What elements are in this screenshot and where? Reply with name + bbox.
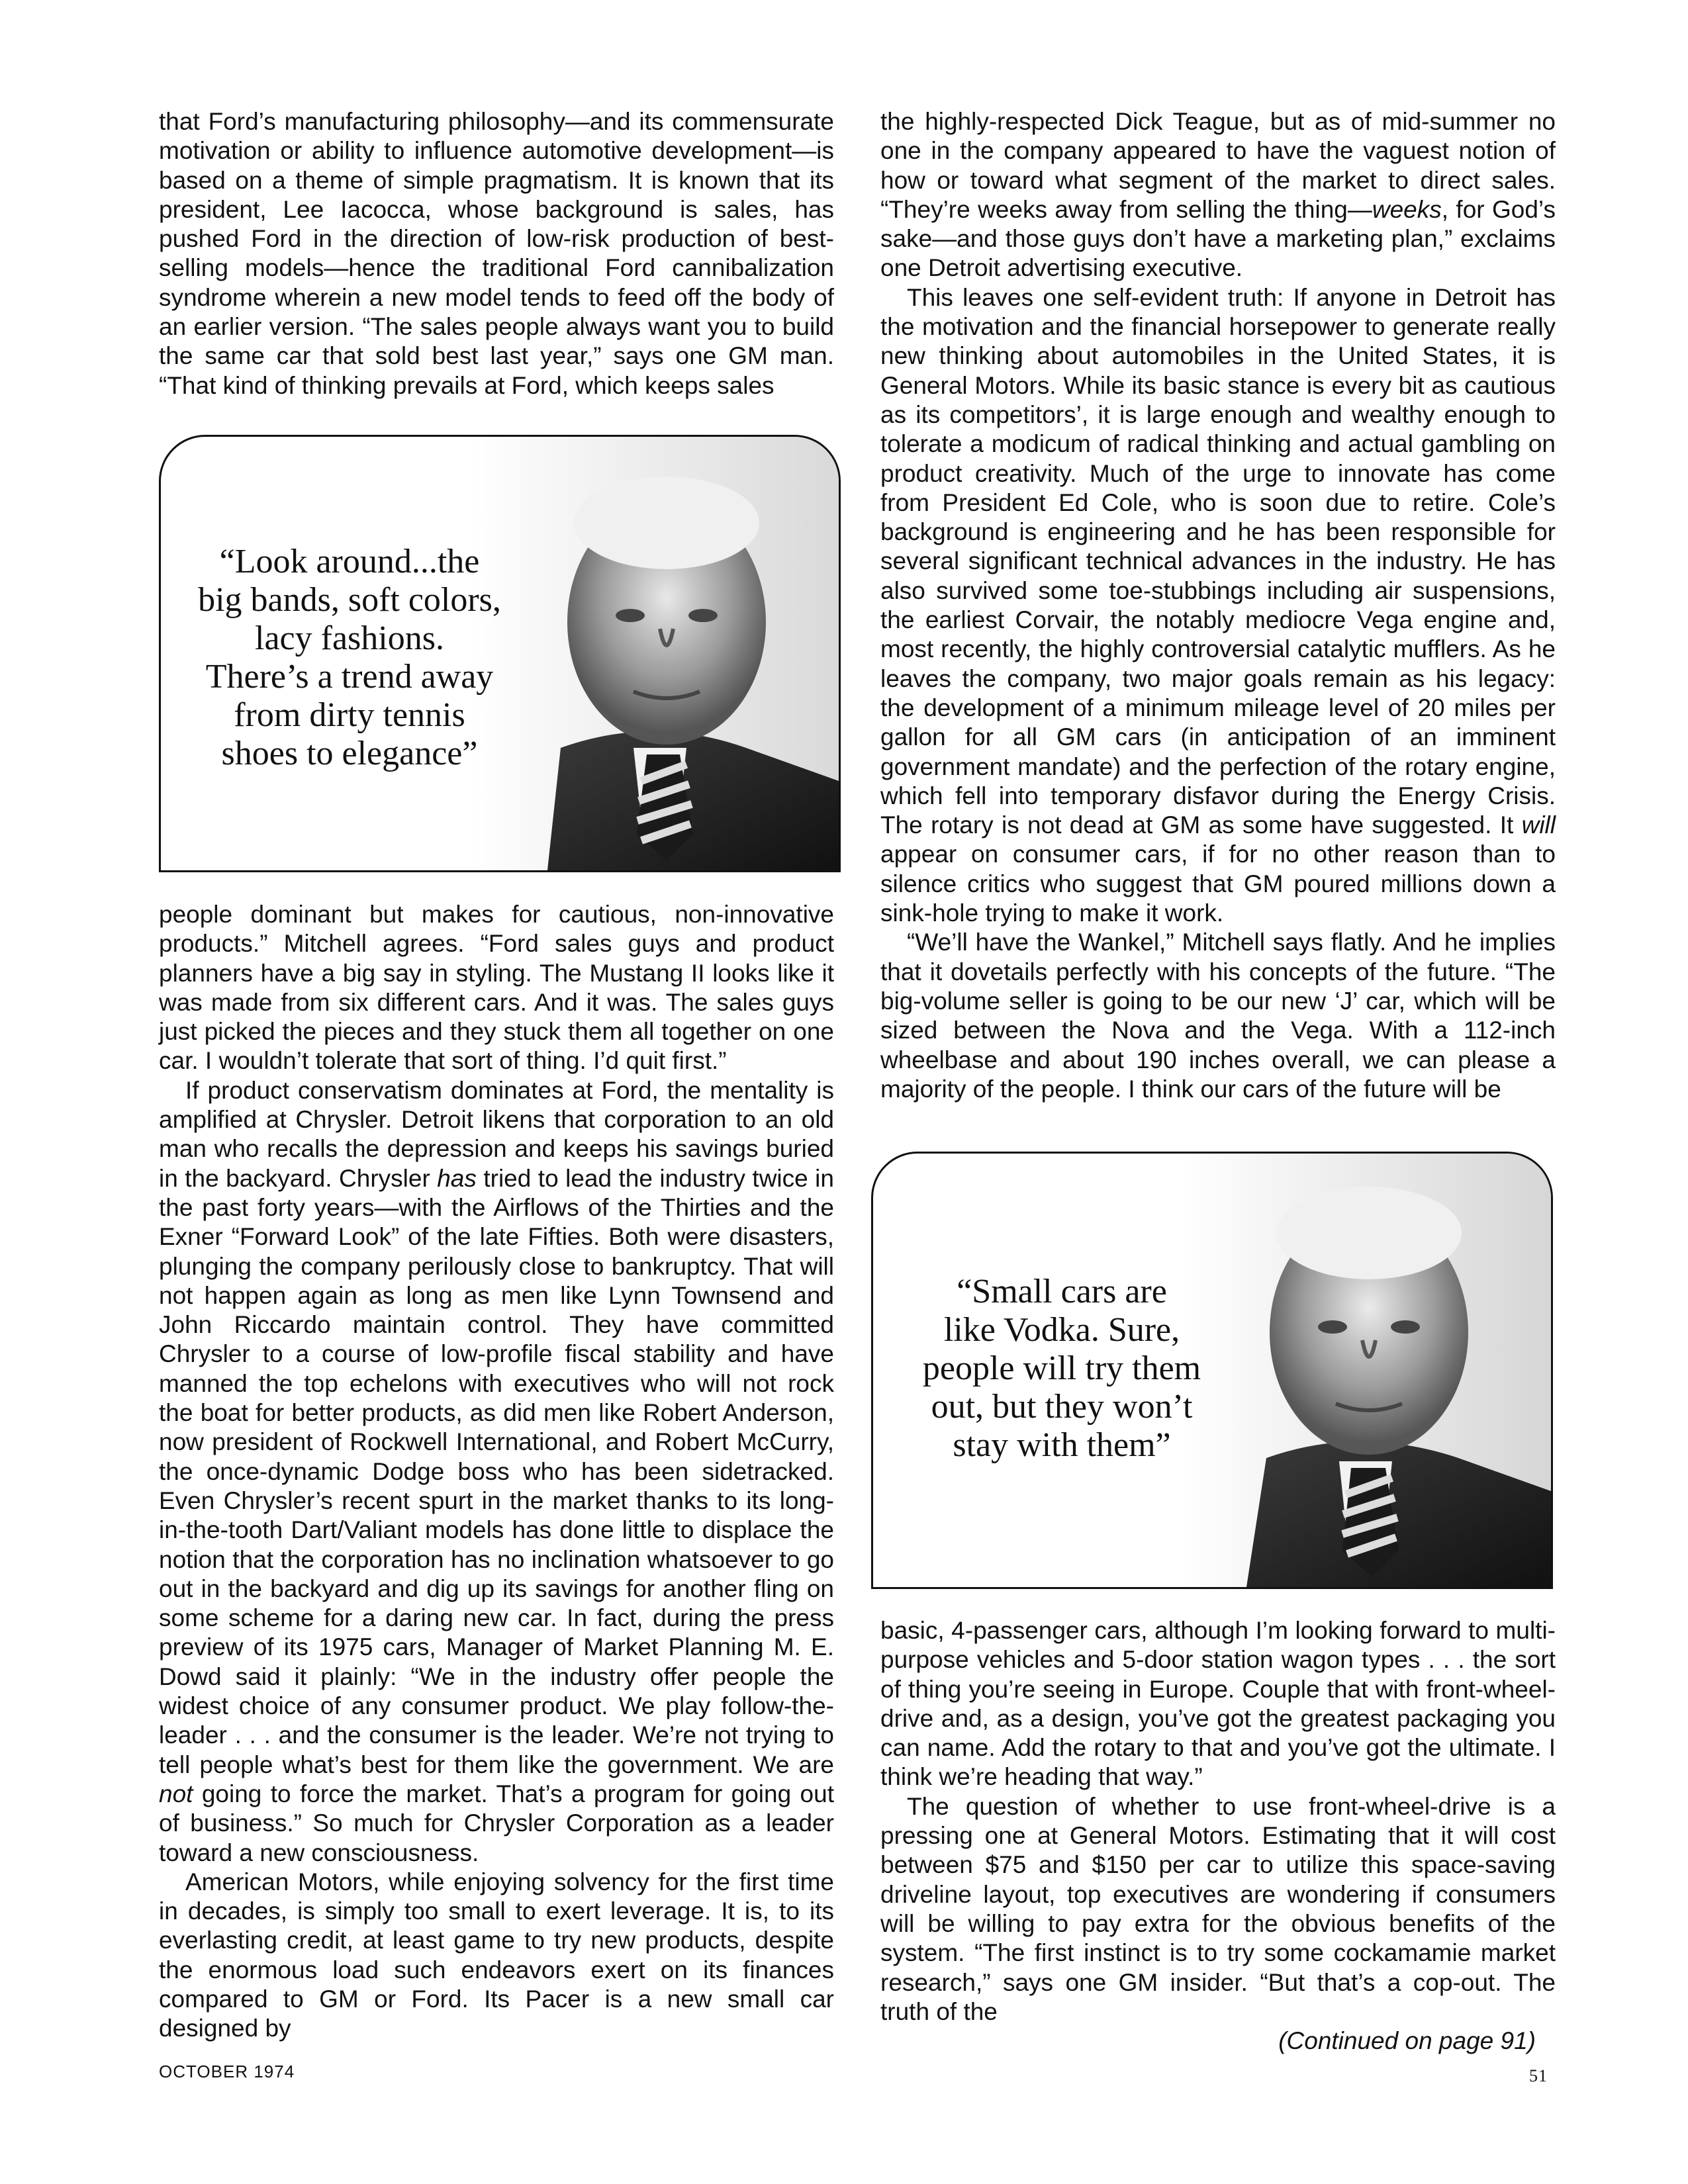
- paragraph: American Motors, while enjoying solvency for the first time in decades, is simply too small to exert leverage. It is, to its everlasting credit, at least game to try new products, despite the enormous load such endeavors exert on its finances compared to GM or Ford. Its Pacer is a new small car designed by: [159, 1868, 834, 2042]
- quote-line: out, but they won’t: [931, 1388, 1193, 1426]
- pull-quote-box-1: [159, 435, 841, 872]
- left-column-bottom: [159, 900, 834, 2044]
- quote-line: lacy fashions.: [255, 619, 444, 657]
- paragraph: that Ford’s manufacturing philosophy—and its commensurate motivation or ability to influence automotive development—is based on a theme of simple pragmatism. It is known that its president, Lee Iacocca, whose background is sales, has pushed Ford in the direction of low-risk production of best-selling models—hence the traditional Ford cannibalization syndrome wherein a new model tends to feed off the body of an earlier version. “The sales people always want you to build the same car that sold best last year,” says one GM man. “That kind of thinking prevails at Ford, which keeps sales: [159, 108, 834, 399]
- paragraph: the highly-respected Dick Teague, but as of mid-summer no one in the company appeared to have the vaguest notion of how or toward what segment of the market to direct sales. “They’re weeks away from selling the thing—weeks, for God’s sake—and those guys don’t have a marketing plan,” exclaims one Detroit advertising executive.: [880, 108, 1556, 282]
- quote-line: stay with them”: [953, 1426, 1171, 1464]
- portrait-photo: [1180, 1154, 1551, 1587]
- right-column-top: [880, 107, 1556, 1104]
- page-number: 51: [1529, 2066, 1548, 2085]
- pull-quote-text-1: [191, 543, 508, 773]
- quote-line: “Look around...the: [219, 543, 480, 580]
- paragraph: This leaves one self-evident truth: If anyone in Detroit has the motivation and the financial horsepower to generate really new thinking about automobiles in the United States, it is General Motors. While its basic stance is every bit as cautious as its competitors’, it is large enough and wealthy enough to tolerate a modicum of radical thinking and actual gambling on product creativity. Much of the urge to innovate has come from President Ed Cole, who is soon due to retire. Cole’s background is engineering and he has been responsible for several significant technical advances in the industry. He has also survived some toe-stubbings including air suspensions, the earliest Corvair, the notably mediocre Vega engine and, most recently, the highly controversial catalytic mufflers. As he leaves the company, two major goals remain as his legacy: the development of a minimum mileage level of 20 miles per gallon for all GM cars (in anticipation of an imminent government mandate) and the perfection of the rotary engine, which fell into temporary disfavor during the Energy Crisis. The rotary is not dead at GM as some have suggested. It will appear on consumer cars, if for no other reason than to silence critics who suggest that GM poured millions down a sink-hole trying to make it work.: [880, 283, 1556, 927]
- left-column-top: [159, 107, 834, 400]
- pull-quote-text-2: [890, 1273, 1234, 1465]
- issue-date: OCTOBER 1974: [159, 2062, 295, 2081]
- quote-line: There’s a trend away: [205, 658, 494, 696]
- paragraph: people dominant but makes for cautious, non-innovative products.” Mitchell agrees. “Ford sales guys and product planners have a big say in styling. The Mustang II looks like it was made from six different cars. And it was. The sales guys just picked the pieces and they stuck them all together on one car. I wouldn’t tolerate that sort of thing. I’d quit first.”: [159, 901, 834, 1075]
- paragraph: “We’ll have the Wankel,” Mitchell says flatly. And he implies that it dovetails perfectly with his concepts of the future. “The big-volume seller is going to be our new ‘J’ car, which will be sized between the Nova and the Vega. With a 112-inch wheelbase and about 190 inches overall, we can please a majority of the people. I think our cars of the future will be: [880, 929, 1556, 1103]
- paragraph: The question of whether to use front-wheel-drive is a pressing one at General Motors. Estimating that it will cost between $75 and $150 per car to utilize this space-saving driveline layout, top executives are wondering if consumers will be willing to pay extra for the obvious benefits of the system. “The first instinct is to try some cockamamie market research,” says one GM insider. “But that’s a cop-out. The truth of the: [880, 1792, 1556, 2025]
- pull-quote-box-2: [871, 1152, 1553, 1589]
- quote-line: “Small cars are: [957, 1273, 1167, 1310]
- quote-line: like Vodka. Sure,: [943, 1311, 1180, 1349]
- quote-line: people will try them: [922, 1349, 1201, 1387]
- portrait-photo: [468, 437, 839, 870]
- right-column-bottom: [880, 1616, 1556, 2056]
- paragraph: If product conservatism dominates at Ford, the mentality is amplified at Chrysler. Detroit likens that corporation to an old man who recalls the depression and keeps his savings buried in the backyard. Chrysler has tried to lead the industry twice in the past forty years—with the Airflows of the Thirties and the Exner “Forward Look” of the late Fifties. Both were disasters, plunging the company perilously close to bankruptcy. That will not happen again as long as men like Lynn Townsend and John Riccardo maintain control. They have committed Chrysler to a course of low-profile fiscal stability and have manned the top echelons with executives who will not rock the boat for better products, as did men like Robert Anderson, now president of Rockwell International, and Robert McCurry, the once-dynamic Dodge boss who has been sidetracked. Even Chrysler’s recent spurt in the market thanks to its long-in-the-tooth Dart/Valiant models has done little to displace the notion that the corporation has no inclination whatsoever to go out in the backyard and dig up its savings for another fling on some scheme for a daring new car. In fact, during the press preview of its 1975 cars, Manager of Market Planning M. E. Dowd said it plainly: “We in the industry offer people the widest choice of any consumer product. We play follow-the-leader . . . and the consumer is the leader. We’re not trying to tell people what’s best for them like the government. We are not going to force the market. That’s a program for going out of business.” So much for Chrysler Corporation as a leader toward a new consciousness.: [159, 1076, 834, 1866]
- paragraph: basic, 4-passenger cars, although I’m looking forward to multi-purpose vehicles and 5-door station wagon types . . . the sort of thing you’re seeing in Europe. Couple that with front-wheel-drive and, as a design, you’ve got the greatest packaging you can name. Add the rotary to that and you’ve got the ultimate. I think we’re heading that way.”: [880, 1617, 1556, 1791]
- continued-line: (Continued on page 91): [1278, 2027, 1536, 2055]
- quote-line: shoes to elegance”: [221, 735, 478, 772]
- quote-line: from dirty tennis: [234, 696, 465, 734]
- quote-line: big bands, soft colors,: [198, 581, 501, 619]
